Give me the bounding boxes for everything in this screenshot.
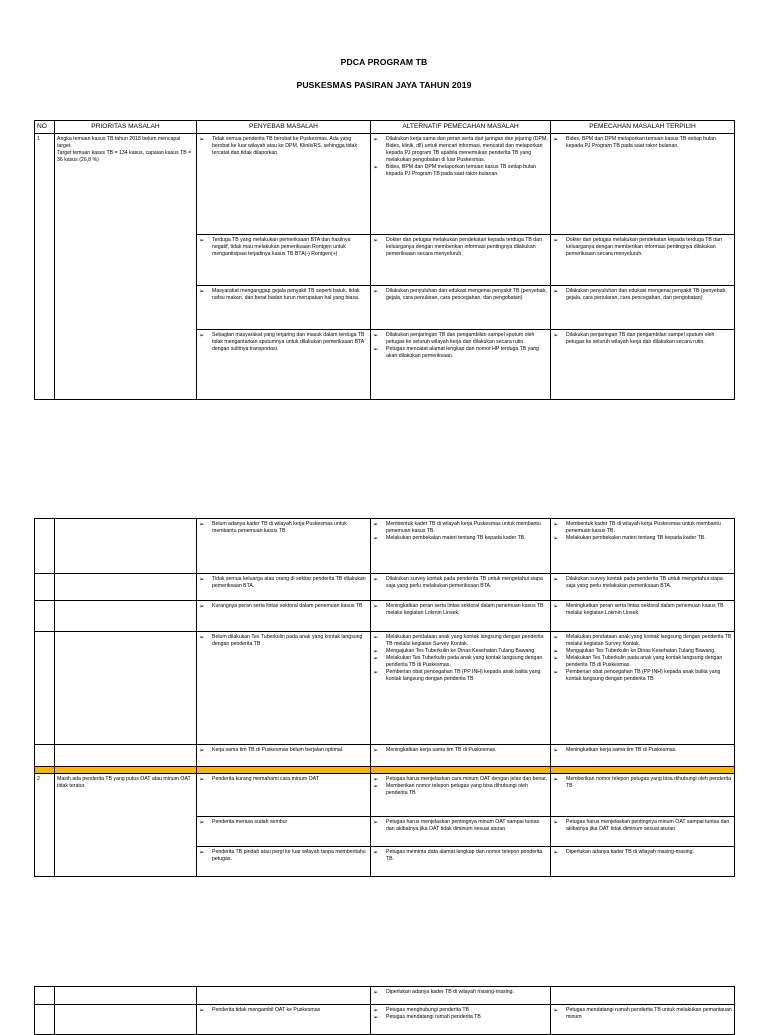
chosen-solution-cell	[551, 574, 735, 601]
alternative-solution-cell-list	[373, 634, 548, 684]
alternative-solution-cell	[371, 987, 551, 1005]
alternative-solution-cell-list	[373, 776, 548, 797]
bullet-item: ➢ Petugas harus menjelaskan cara minum OAT dengan jelas dan benar.	[373, 776, 548, 783]
bullet-item: ➢ Meningkatkan peran serta lintas sektoral dalam penemuan kasus TB melalui kegiatan Lokmin Linsek.	[553, 603, 732, 617]
chosen-solution-cell-list	[553, 576, 732, 590]
row-number	[35, 519, 55, 574]
chosen-solution-cell-list	[553, 136, 732, 150]
row-number	[35, 601, 55, 632]
chosen-solution-cell-list	[553, 1007, 732, 1021]
bullet-item: ➢ Petugas harus menjelaskan pentingnya minum OAT sampai tuntas dan akibatnya jika OAT tidak diminum sesuai aturan.	[553, 819, 732, 833]
table-row	[35, 745, 735, 767]
pdca-table-page1	[34, 120, 735, 400]
chosen-solution-cell	[551, 1005, 735, 1035]
priority-problem-cell	[55, 745, 197, 767]
cause-cell-list	[199, 136, 368, 157]
chosen-solution-cell	[551, 987, 735, 1005]
bullet-item: ➢ Penderita kurang memahami cara minum OAT	[199, 776, 368, 783]
chosen-solution-cell-list	[553, 819, 732, 833]
bullet-item: ➢ Tidak semua keluarga atau orang di sekitar penderita TB dilakukan pemeriksaan BTA.	[199, 576, 368, 590]
bullet-item: ➢ Penderita tidak mengambil OAT ke Puskesmas	[199, 1007, 368, 1014]
cause-cell	[197, 817, 371, 847]
bullet-item: ➢ Dilakukan penyuluhan dan edukasi mengenai penyakit TB (penyebab, gejala, cara penularan, cara pencegahan, dan pengobatan)	[553, 288, 732, 302]
alternative-solution-cell	[371, 134, 551, 235]
bullet-item: ➢ Dokter dan petugas melakukan pendekatan kepada terduga TB dan keluarganya dengan memberikan informasi pentingnya dilakukan pemeriksaan secara menyeluruh.	[553, 237, 732, 258]
bullet-item: ➢ Sebagian masyarakat yang terjaring dan masuk dalam terduga TB tidak mengantarkan sputumnya untuk dilakukan pemeriksaan BTA dengan sulitnya transportasi.	[199, 332, 368, 353]
alternative-solution-cell-list	[373, 1007, 548, 1021]
alternative-solution-cell-list	[373, 332, 548, 360]
chosen-solution-cell	[551, 330, 735, 400]
bullet-item: ➢ Belum dilakukan Tes Tuberkulin pada anak yang kontak langsung dengan penderita TB	[199, 634, 368, 648]
chosen-solution-cell	[551, 235, 735, 286]
bullet-item: ➢ Pemberian obat pencegahan TB (PP INH) kepada anak balita yang kontak langsung dengan penderita TB	[373, 669, 548, 683]
bullet-item: ➢ Memberikan nomor telepon petugas yang bisa dihubungi oleh penderita TB	[553, 776, 732, 790]
bullet-item: ➢ Petugas mencatat alamat lengkap dan nomor HP terduga TB yang akan dilakukan pemeriksaan.	[373, 346, 548, 360]
cause-cell-list	[199, 747, 368, 754]
cause-cell	[197, 519, 371, 574]
problem-line: Masih ada penderita TB yang putus OAT atau minum OAT tidak teratur.	[57, 775, 191, 789]
problem-line: Target temuan kasus TB = 134 kasus, capaian kasus TB = 36 kasus (26,8 %)	[57, 149, 192, 163]
chosen-solution-cell-list	[553, 747, 732, 754]
alternative-solution-cell	[371, 774, 551, 817]
bullet-item: ➢ Petugas menghubungi penderita TB	[373, 1007, 548, 1014]
bullet-item: ➢ Melakukan pembekalan materi tentang TB kepada kader TB.	[373, 535, 548, 542]
row-number: 1	[35, 134, 55, 400]
cause-cell	[197, 134, 371, 235]
bullet-item: ➢ Bides, BPM dan DPM melaporkan temuan kasus TB setiap bulan kepada PJ Program TB pada saat rakor bulanan.	[553, 136, 732, 150]
priority-problem-cell	[55, 134, 197, 400]
highlight-separator-row	[35, 767, 735, 774]
bullet-item: ➢ Membentuk kader TB di wilayah kerja Puskesmas untuk membantu penemuan kasus TB.	[373, 521, 548, 535]
alternative-solution-cell-list	[373, 288, 548, 302]
bullet-item: ➢ Meningkatkan kerja sama tim TB di Puskesmas.	[553, 747, 732, 754]
row-number	[35, 987, 55, 1005]
chosen-solution-cell-list	[553, 237, 732, 258]
bullet-item: ➢ Dilakukan penjaringan TB dan pengambilan sampel sputum oleh petugas ke seluruh wilayah kerja dan dilakukan secara rutin.	[373, 332, 548, 346]
alternative-solution-cell	[371, 235, 551, 286]
chosen-solution-cell-list	[553, 776, 732, 790]
bullet-item: ➢ Bides, BPM dan DPM melaporkan temuan kasus TB setiap bulan kepada PJ Program TB pada saat rakor bulanan.	[373, 164, 548, 178]
alternative-solution-cell	[371, 745, 551, 767]
separator-cell	[55, 767, 197, 774]
bullet-item: ➢ Diperlukan adanya kader TB di wilayah masing-masing.	[553, 849, 732, 856]
cause-cell	[197, 574, 371, 601]
bullet-item: ➢ Petugas harus menjelaskan pentingnya minum OAT sampai tuntas dan akibatnya jika OAT tidak diminum sesuai aturan.	[373, 819, 548, 833]
chosen-solution-cell	[551, 134, 735, 235]
table-row	[35, 519, 735, 574]
bullet-item: ➢ Melakukan Tes Tuberkulin pada anak yang kontak langsung dengan penderita TB di Puskesmas.	[373, 655, 548, 669]
separator-cell	[551, 767, 735, 774]
header-no: NO	[35, 121, 55, 134]
problem-line: Angka temuan kasus TB tahun 2018 belum mencapai target.	[57, 135, 181, 149]
cause-cell-list	[199, 634, 368, 648]
cause-cell	[197, 286, 371, 330]
separator-cell	[371, 767, 551, 774]
bullet-item: ➢ Petugas meminta data alamat lengkap dan nomor telepon penderita TB.	[373, 849, 548, 863]
alternative-solution-cell	[371, 519, 551, 574]
cause-cell	[197, 601, 371, 632]
chosen-solution-cell-list	[553, 849, 732, 856]
bullet-item: ➢ Dilakukan penyuluhan dan edukasi mengenai penyakit TB (penyebab, gejala, cara penularan, cara pencegahan, dan pengobatan)	[373, 288, 548, 302]
cause-cell-list	[199, 521, 368, 535]
chosen-solution-cell-list	[553, 521, 732, 542]
alternative-solution-cell-list	[373, 819, 548, 833]
table-row	[35, 774, 735, 817]
chosen-solution-cell	[551, 774, 735, 817]
alternative-solution-cell	[371, 632, 551, 745]
table-row	[35, 632, 735, 745]
alternative-solution-cell	[371, 1005, 551, 1035]
row-number: 2	[35, 774, 55, 877]
row-number	[35, 745, 55, 767]
cause-cell-list	[199, 237, 368, 258]
alternative-solution-cell	[371, 574, 551, 601]
cause-cell	[197, 235, 371, 286]
alternative-solution-cell	[371, 817, 551, 847]
cause-cell	[197, 1005, 371, 1035]
cause-cell-list	[199, 849, 368, 863]
header-terpilih: PEMECAHAN MASALAH TERPILIH	[551, 121, 735, 134]
bullet-item: ➢ Kurangnya peran serta lintas sektoral dalam penemuan kasus TB	[199, 603, 368, 610]
bullet-item: ➢ Petugas mendatangi rumah penderita TB untuk melakukan pemantauan minum	[553, 1007, 732, 1021]
alternative-solution-cell	[371, 330, 551, 400]
chosen-solution-cell	[551, 847, 735, 877]
chosen-solution-cell-list	[553, 634, 732, 684]
chosen-solution-cell	[551, 745, 735, 767]
bullet-item: ➢ Dilakukan survey kontak pada penderita TB untuk mengetahui siapa saja yang perlu melakukan pemeriksaan BTA.	[553, 576, 732, 590]
bullet-item: ➢ Tidak semua penderita TB berobat ke Puskesmas. Ada yang berobat ke luar wilayah atau ke DPM, Klinik/RS, sehingga tidak tercatat dan tidak dilaporkan.	[199, 136, 368, 157]
pdca-table-page3	[34, 986, 735, 1035]
cause-cell-list	[199, 288, 368, 302]
table-row	[35, 134, 735, 235]
bullet-item: ➢ Meningkatkan kerja sama tim TB di Puskesmas.	[373, 747, 548, 754]
bullet-item: ➢ Mengajukan Tes Tuberkulin ke Dinas Kesehatan Tulang Bawang.	[373, 648, 548, 655]
bullet-item: ➢ Mengajukan Tes Tuberkulin ke Dinas Kesehatan Tulang Bawang.	[553, 648, 732, 655]
chosen-solution-cell-list	[553, 288, 732, 302]
cause-cell	[197, 632, 371, 745]
bullet-item: ➢ Melakukan pembekalan materi tentang TB kepada kader TB.	[553, 535, 732, 542]
bullet-item: ➢ Melakukan pendataan anak yang kontak langsung dengan penderita TB melalui kegiatan Survey Kontak.	[553, 634, 732, 648]
bullet-item: ➢ Membentuk kader TB di wilayah kerja Puskesmas untuk membantu penemuan kasus TB.	[553, 521, 732, 535]
bullet-item: ➢ Terduga TB yang melakukan pemeriksaan BTA dan hasilnya negatif, tidak mau melakukan pemeriksaan Rontgen untuk mengantisipasi terjadinya kasus TB BTA(-) Rontgen(+)	[199, 237, 368, 258]
bullet-item: ➢ Pemberian obat pencegahan TB (PP INH) kepada anak balita yang kontak langsung dengan penderita TB	[553, 669, 732, 683]
cause-cell	[197, 330, 371, 400]
cause-cell-list	[199, 819, 368, 826]
alternative-solution-cell	[371, 847, 551, 877]
cause-cell-list	[199, 332, 368, 353]
chosen-solution-cell	[551, 601, 735, 632]
alternative-solution-cell	[371, 286, 551, 330]
header-prioritas: PRIORITAS MASALAH	[55, 121, 197, 134]
priority-problem-cell	[55, 519, 197, 574]
priority-problem-cell	[55, 774, 197, 877]
alternative-solution-cell-list	[373, 237, 548, 258]
chosen-solution-cell	[551, 286, 735, 330]
chosen-solution-cell	[551, 817, 735, 847]
alternative-solution-cell-list	[373, 521, 548, 542]
priority-problem-cell	[55, 574, 197, 601]
bullet-item: ➢ Melakukan pendataan anak yang kontak langsung dengan penderita TB melalui kegiatan Survey Kontak.	[373, 634, 548, 648]
cause-cell	[197, 847, 371, 877]
priority-problem-cell	[55, 632, 197, 745]
cause-cell-list	[199, 603, 368, 610]
priority-problem-cell	[55, 1005, 197, 1035]
bullet-item: ➢ Masyarakat menganggap gejala penyakit TB seperti batuk, tidak nafsu makan, dan berat badan turun merupakan hal yang biasa.	[199, 288, 368, 302]
cause-cell	[197, 774, 371, 817]
priority-problem-cell	[55, 601, 197, 632]
alternative-solution-cell-list	[373, 576, 548, 590]
bullet-item: ➢ Dilakukan kerja sama dan peran serta dari jaringan dan jejaring (DPM, Bides, klinik, dll) untuk mencari informasi, mencatat dan melaporkan kepada PJ program TB apabila menemukan penderita TB yang melakukan pengobatan di luar Puskesmas.	[373, 136, 548, 164]
chosen-solution-cell-list	[553, 332, 732, 346]
alternative-solution-cell-list	[373, 136, 548, 179]
priority-problem-cell	[55, 987, 197, 1005]
bullet-item: ➢ Melakukan Tes Tuberkulin pada anak yang kontak langsung dengan penderita TB di Puskesmas.	[553, 655, 732, 669]
row-number	[35, 574, 55, 601]
table-row	[35, 601, 735, 632]
table-row	[35, 574, 735, 601]
cause-cell-list	[199, 576, 368, 590]
cause-cell	[197, 745, 371, 767]
row-number	[35, 1005, 55, 1035]
bullet-item: ➢ Dokter dan petugas melakukan pendekatan kepada terduga TB dan keluarganya dengan memberikan informasi pentingnya dilakukan pemeriksaan secara menyeluruh.	[373, 237, 548, 258]
bullet-item: ➢ Belum adanya kader TB di wilayah kerja Puskesmas untuk membantu penemuan kasus TB.	[199, 521, 368, 535]
pdca-table-page2	[34, 518, 735, 877]
alternative-solution-cell-list	[373, 989, 548, 996]
bullet-item: ➢ Petugas mendatangi rumah penderita TB	[373, 1014, 548, 1021]
bullet-item: ➢ Diperlukan adanya kader TB di wilayah masing-masing.	[373, 989, 548, 996]
bullet-item: ➢ Kerja sama tim TB di Puskesmas belum berjalan optimal.	[199, 747, 368, 754]
table-row	[35, 1005, 735, 1035]
bullet-item: ➢ Penderita merasa sudah sembur	[199, 819, 368, 826]
separator-cell	[35, 767, 55, 774]
header-penyebab: PENYEBAB MASALAH	[197, 121, 371, 134]
chosen-solution-cell	[551, 632, 735, 745]
alternative-solution-cell-list	[373, 849, 548, 863]
bullet-item: ➢ Dilakukan penjaringan TB dan pengambilan sampel sputum oleh petugas ke seluruh wilayah kerja dan dilakukan secara rutin.	[553, 332, 732, 346]
document-subtitle: PUSKESMAS PASIRAN JAYA TAHUN 2019	[296, 80, 472, 90]
alternative-solution-cell-list	[373, 603, 548, 617]
bullet-item: ➢ Memberikan nomor telepon petugas yang bisa dihubungi oleh penderita TB	[373, 783, 548, 797]
header-alternatif: ALTERNATIF PEMECAHAN MASALAH	[371, 121, 551, 134]
bullet-item: ➢ Penderita TB pindah atau pergi ke luar wilayah tanpa memberitahu petugas.	[199, 849, 368, 863]
cause-cell-list	[199, 776, 368, 783]
bullet-item: ➢ Meningkatkan peran serta lintas sektoral dalam penemuan kasus TB melalui kegiatan Lokmin Linsek.	[373, 603, 548, 617]
table-row	[35, 987, 735, 1005]
row-number	[35, 632, 55, 745]
cause-cell	[197, 987, 371, 1005]
separator-cell	[197, 767, 371, 774]
document-title: PDCA PROGRAM TB	[340, 57, 428, 67]
bullet-item: ➢ Dilakukan survey kontak pada penderita TB untuk mengetahui siapa saja yang perlu melakukan pemeriksaan BTA.	[373, 576, 548, 590]
alternative-solution-cell	[371, 601, 551, 632]
chosen-solution-cell-list	[553, 603, 732, 617]
chosen-solution-cell	[551, 519, 735, 574]
cause-cell-list	[199, 1007, 368, 1014]
alternative-solution-cell-list	[373, 747, 548, 754]
